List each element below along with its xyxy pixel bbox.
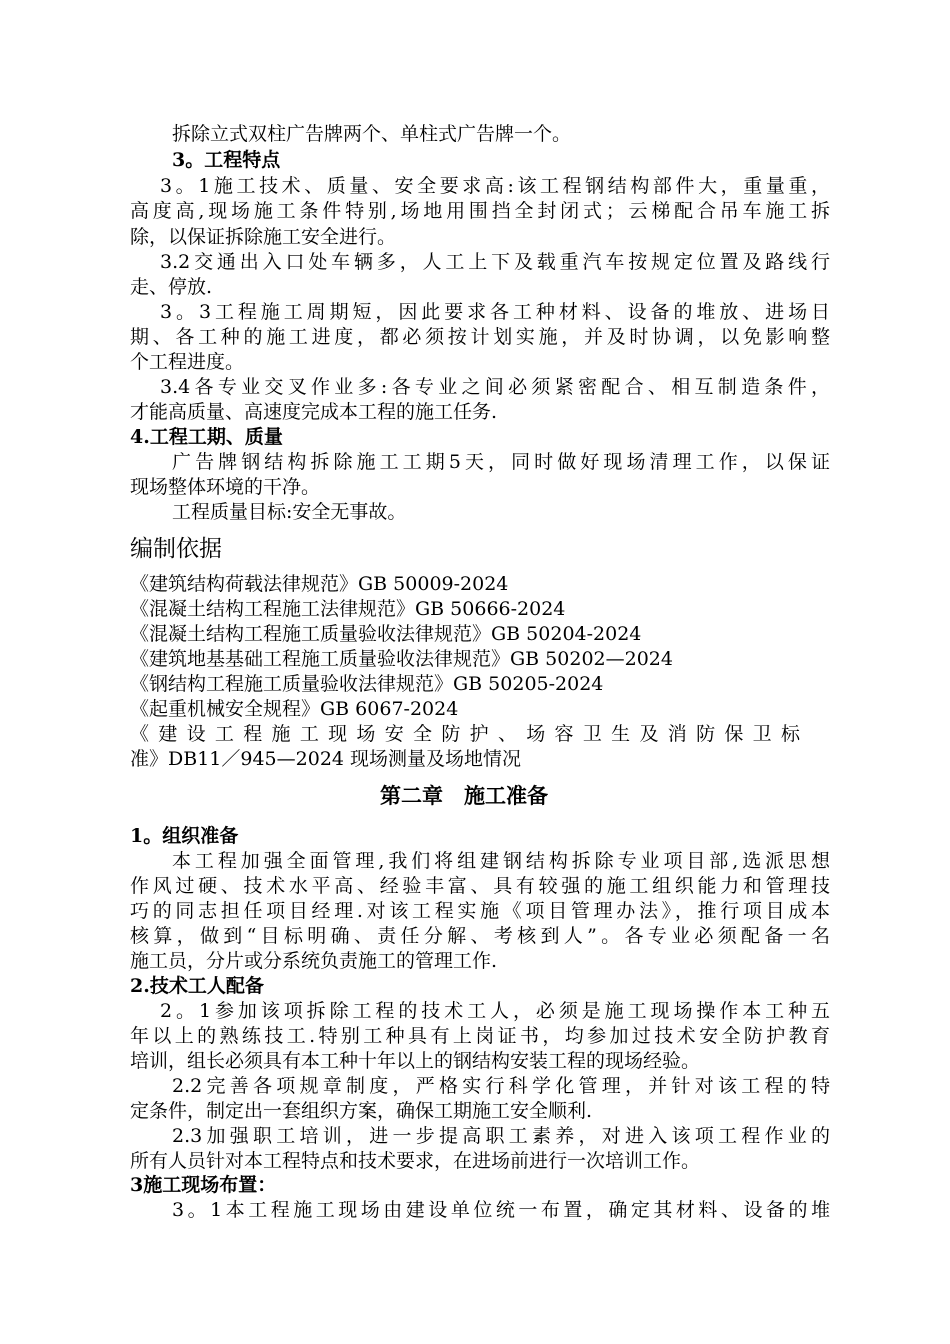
paragraph-line: 2。1参加该项拆除工程的技术工人，必须是施工现场操作本工种五 [160,1000,830,1022]
paragraph-line: 3。3工程施工周期短，因此要求各工种材料、设备的堆放、进场日 [160,301,830,323]
reference-item: 《混凝土结构工程施工质量验收法律规范》GB 50204-2024 [130,623,642,645]
paragraph-line: 3。1施工技术、质量、安全要求高:该工程钢结构部件大，重量重， [160,175,830,197]
paragraph-line: 年以上的熟练技工.特别工种具有上岗证书，均参加过技术安全防护教育 [130,1025,830,1047]
paragraph-line: 定条件，制定出一套组织方案，确保工期施工安全顺利. [130,1100,593,1122]
paragraph-line: 高度高,现场施工条件特别,场地用围挡全封闭式；云梯配合吊车施工拆 [130,200,830,222]
paragraph-line: 所有人员针对本工程特点和技术要求，在进场前进行一次培训工作。 [130,1150,701,1172]
reference-item: 准》DB11／945—2024 现场测量及场地情况 [130,748,522,770]
paragraph-line: 巧的同志担任项目经理.对该工程实施《项目管理办法》，推行项目成本 [130,900,830,922]
paragraph-line: 3.2交通出入口处车辆多，人工上下及载重汽车按规定位置及路线行 [160,251,830,273]
paragraph-line: 本工程加强全面管理,我们将组建钢结构拆除专业项目部,选派思想 [172,850,830,872]
reference-item: 《建筑地基基础工程施工质量验收法律规范》GB 50202—2024 [130,648,673,670]
paragraph-line: 2.2完善各项规章制度，严格实行科学化管理，并针对该工程的特 [172,1075,830,1097]
basis-heading: 编制依据 [130,536,222,562]
chapter-title: 第二章 施工准备 [380,783,548,808]
reference-item: 《起重机械安全规程》GB 6067-2024 [130,698,459,720]
paragraph-line: 个工程进度。 [130,351,245,373]
section-heading-4: 4.工程工期、质量 [130,426,283,448]
paragraph-line: 3。1本工程施工现场由建设单位统一布置，确定其材料、设备的堆 [172,1199,830,1221]
intro-line: 拆除立式双柱广告牌两个、单柱式广告牌一个。 [172,123,572,145]
section-heading-1: 1。组织准备 [130,825,239,847]
paragraph-line: 核算，做到“目标明确、责任分解、考核到人”。各专业必须配备一名 [130,925,830,947]
paragraph-line: 期、各工种的施工进度，都必须按计划实施，并及时协调，以免影响整 [130,326,830,348]
section-heading-2: 2.技术工人配备 [130,975,264,997]
reference-item: 《混凝土结构工程施工法律规范》GB 50666-2024 [130,598,566,620]
paragraph-line: 施工员，分片或分系统负责施工的管理工作. [130,950,498,972]
section-heading-3: 3。工程特点 [172,149,281,171]
reference-item: 《建筑结构荷载法律规范》GB 50009-2024 [130,573,509,595]
paragraph-line: 广告牌钢结构拆除施工工期5天，同时做好现场清理工作，以保证 [172,451,830,473]
reference-item: 《建设工程施工现场安全防护、场容卫生及消防保卫标 [130,723,800,745]
paragraph-line: 培训，组长必须具有本工种十年以上的钢结构安装工程的现场经验。 [130,1050,701,1072]
paragraph-line: 3.4各专业交叉作业多:各专业之间必须紧密配合、相互制造条件， [160,376,830,398]
paragraph-line: 工程质量目标:安全无事故。 [172,501,407,523]
paragraph-line: 作风过硬、技术水平高、经验丰富、具有较强的施工组织能力和管理技 [130,875,830,897]
paragraph-line: 现场整体环境的干净。 [130,476,321,498]
paragraph-line: 走、停放. [130,276,213,298]
section-heading-3-layout: 3施工现场布置： [130,1174,277,1196]
reference-item: 《钢结构工程施工质量验收法律规范》GB 50205-2024 [130,673,604,695]
paragraph-line: 除，以保证拆除施工安全进行。 [130,226,397,248]
paragraph-line: 2.3加强职工培训，进一步提高职工素养，对进入该项工程作业的 [172,1125,830,1147]
paragraph-line: 才能高质量、高速度完成本工程的施工任务. [130,401,498,423]
